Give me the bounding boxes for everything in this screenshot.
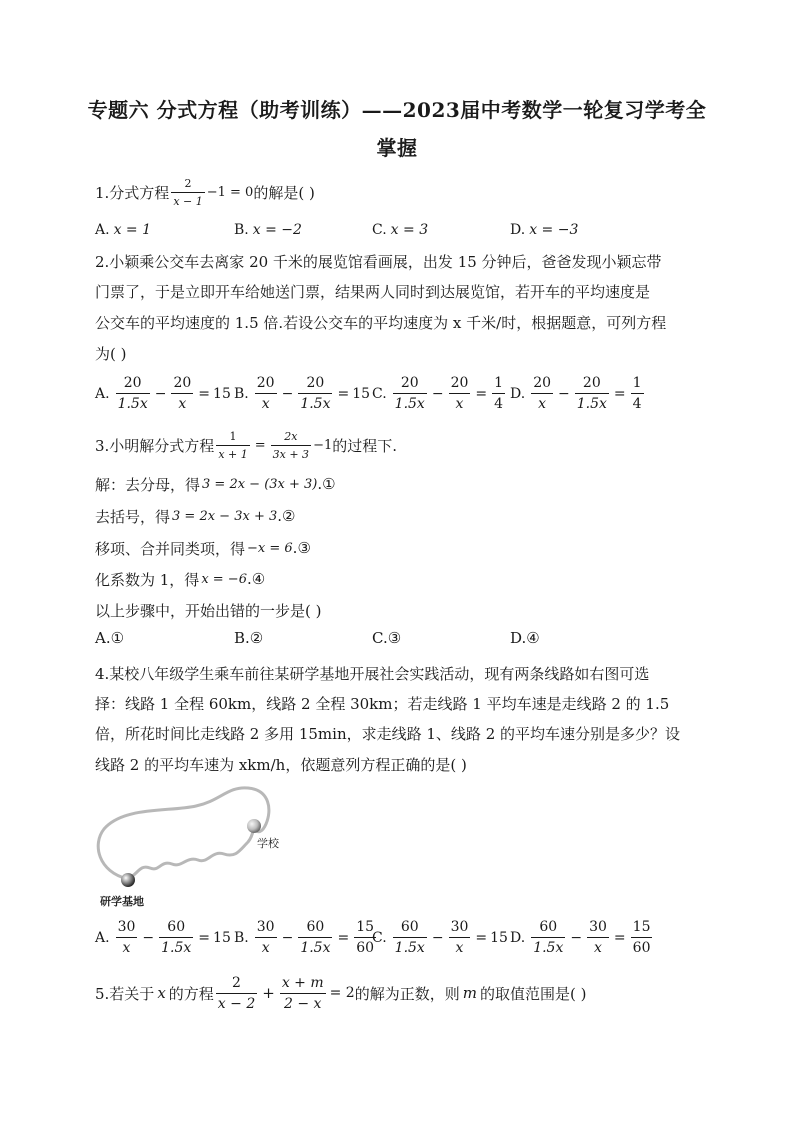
q3-step-1 <box>95 472 336 496</box>
fraction <box>492 376 505 411</box>
fraction <box>298 920 332 955</box>
route-map-figure <box>90 784 310 912</box>
fraction-denominator: 60 <box>632 940 651 956</box>
question-5-suffix: 的解为正数，则 <box>354 984 460 1003</box>
fraction-numerator: 1 <box>494 375 504 391</box>
question-1 <box>95 176 315 208</box>
option-label: A. <box>95 222 110 238</box>
option-label: B. <box>234 629 250 647</box>
fraction-numerator: 20 <box>400 375 419 391</box>
fraction-denominator: 1.5x <box>576 396 607 412</box>
fraction-denominator: 1.5x <box>394 396 425 412</box>
question-2-line-4: 为( ) <box>95 344 127 363</box>
equation-rhs: 15 <box>213 385 231 402</box>
fraction-numerator: 2 <box>232 974 241 991</box>
fraction-denominator: x <box>178 396 187 412</box>
option-label: D. <box>510 929 526 946</box>
option-text: ① <box>110 629 125 647</box>
q2-option-a[interactable]: A. $\frac{20}{1.5x}$ − $\frac{20}{x}$ = 15 <box>95 375 231 412</box>
fraction-numerator: 2 <box>184 176 192 190</box>
fraction-numerator: 30 <box>450 919 469 935</box>
step-text: 移项、合并同类项，得 <box>95 539 246 558</box>
question-5-suffix-2: 的取值范围是( ) <box>479 984 587 1003</box>
question-5: 5.若关于 x 的方程 $\frac{2}{x - 2}$ + $\frac{x + m}{2 - x}$ = 2 的解为正数，则 m 的取值范围是( ) <box>95 974 587 1012</box>
fraction <box>216 431 249 460</box>
question-5-prefix: 5.若关于 <box>95 984 155 1003</box>
fraction-denominator: 1.5x <box>161 940 192 956</box>
question-1-suffix: 的解是( ) <box>253 183 315 202</box>
fraction <box>255 920 277 955</box>
fraction <box>116 920 138 955</box>
fraction-denominator: x − 2 <box>217 995 256 1012</box>
fraction <box>531 376 553 411</box>
step-math: 3 = 2x − (3x + 3) <box>202 476 318 492</box>
q1-option-d[interactable] <box>510 222 578 238</box>
step-text: 解：去分母，得 <box>95 475 201 494</box>
fraction <box>575 376 609 411</box>
fraction-denominator: x <box>594 940 602 956</box>
question-3-suffix: 的过程下. <box>332 436 398 455</box>
fraction <box>298 376 332 411</box>
step-math: x = −6 <box>201 571 247 587</box>
equation-rhs: 15 <box>490 929 508 946</box>
question-5-mid: 的方程 <box>168 984 214 1003</box>
q1-option-b[interactable] <box>234 222 302 238</box>
fraction-denominator: 3x + 3 <box>272 447 310 461</box>
question-4-line-1: 4.某校八年级学生乘车前往某研学基地开展社会实践活动，现有两条线路如右图可选 <box>95 664 650 683</box>
fraction <box>271 431 311 460</box>
fraction-denominator: x <box>455 396 464 412</box>
q3-step-4 <box>95 567 265 591</box>
option-label: C. <box>372 629 388 647</box>
variable-x: x <box>157 984 166 1002</box>
option-text: x = 1 <box>113 222 151 238</box>
fraction <box>280 976 326 1011</box>
option-text: ③ <box>387 629 402 647</box>
option-label: D. <box>510 222 526 238</box>
fraction-numerator: 20 <box>306 375 325 391</box>
fraction-numerator: 2x <box>284 429 298 443</box>
document-title: 专题六 分式方程（助考训练）——2023届中考数学一轮复习学考全 <box>87 98 707 122</box>
fraction-denominator: x <box>122 940 131 956</box>
q3-step-3 <box>95 536 311 560</box>
option-text: x = −2 <box>252 222 302 238</box>
option-label: B. <box>234 385 249 402</box>
fraction-numerator: 15 <box>356 919 375 935</box>
fraction <box>449 920 471 955</box>
option-label: A. <box>95 385 110 402</box>
q3-option-b[interactable] <box>234 629 263 647</box>
fraction <box>449 376 471 411</box>
equation-rest: −1 <box>313 437 333 453</box>
fraction-denominator: 2 − x <box>284 995 322 1012</box>
option-label: C. <box>372 222 387 238</box>
q1-option-c[interactable] <box>372 222 428 238</box>
fraction-denominator: x <box>261 940 270 956</box>
q3-option-a[interactable] <box>95 629 124 647</box>
fraction-numerator: 1 <box>632 375 642 391</box>
option-label: A. <box>95 929 110 946</box>
equation-rest: = 2 <box>329 985 355 1001</box>
route-2-path <box>128 827 254 879</box>
q4-option-d[interactable]: D. $\frac{60}{1.5x}$ − $\frac{30}{x}$ = $\frac{15}{60}$ <box>510 919 651 956</box>
school-label: 学校 <box>257 837 279 850</box>
q1-option-a[interactable] <box>95 222 151 238</box>
fraction-denominator: 4 <box>494 396 504 412</box>
fraction-numerator: 15 <box>632 919 651 935</box>
fraction-denominator: 1.5x <box>394 940 425 956</box>
fraction <box>116 376 150 411</box>
fraction <box>631 920 653 955</box>
q3-option-d[interactable] <box>510 629 540 647</box>
q4-option-a[interactable]: A. $\frac{30}{x}$ − $\frac{60}{1.5x}$ = 15 <box>95 919 231 956</box>
fraction <box>393 376 427 411</box>
option-text: ② <box>249 629 264 647</box>
route-1-path <box>98 788 269 879</box>
fraction-denominator: 1.5x <box>117 396 148 412</box>
question-2-line-2: 门票了，于是立即开车给她送门票，结果两人同时到达展览馆，若开车的平均速度是 <box>95 282 651 301</box>
fraction <box>255 376 277 411</box>
fraction-denominator: 1.5x <box>533 940 564 956</box>
option-label: D. <box>510 385 526 402</box>
q3-option-c[interactable] <box>372 629 401 647</box>
document-title-cont: 掌握 <box>376 136 418 160</box>
question-2-line-3: 公交车的平均速度的 1.5 倍.若设公交车的平均速度为 x 千米/时，根据题意，可列方程 <box>95 313 667 332</box>
fraction-denominator: x <box>538 396 547 412</box>
step-text: 化系数为 1，得 <box>95 570 200 589</box>
fraction-numerator: 1 <box>229 429 237 443</box>
fraction <box>587 920 609 955</box>
option-label: C. <box>372 385 387 402</box>
fraction-numerator: 30 <box>256 919 275 935</box>
fraction-denominator: x <box>455 940 464 956</box>
fraction-numerator: 20 <box>173 375 192 391</box>
q2-option-d[interactable]: D. $\frac{20}{x}$ − $\frac{20}{1.5x}$ = $\frac{1}{4}$ <box>510 375 642 412</box>
fraction-denominator: x − 1 <box>173 194 203 208</box>
fraction-numerator: 60 <box>539 919 558 935</box>
step-mark: .① <box>317 475 336 493</box>
fraction <box>631 376 644 411</box>
fraction-denominator: x <box>261 396 270 412</box>
question-4-line-2: 择：线路 1 全程 60km，线路 2 全程 30km；若走线路 1 平均车速是走线路 2 的 1.5 <box>95 694 670 713</box>
fraction-denominator: 4 <box>632 396 642 412</box>
question-3: 3.小明解分式方程 $\frac{1}{x + 1}$ = $\frac{2x}{3x + 3}$ −1 的过程下. <box>95 429 398 461</box>
school-marker-icon <box>247 819 261 833</box>
fraction-numerator: 20 <box>123 375 142 391</box>
step-math: 3 = 2x − 3x + 3 <box>172 508 278 524</box>
question-4-line-4: 线路 2 的平均车速为 xkm/h，依题意列方程正确的是( ) <box>95 755 467 774</box>
fraction-numerator: x + m <box>281 974 324 991</box>
step-mark: .② <box>277 507 296 525</box>
fraction-denominator: 60 <box>356 940 375 956</box>
q4-option-b[interactable]: B. $\frac{30}{x}$ − $\frac{60}{1.5x}$ = $\frac{15}{60}$ <box>234 919 375 956</box>
question-2-line-1: 2.小颖乘公交车去离家 20 千米的展览馆看画展，出发 15 分钟后，爸爸发现小颖忘带 <box>95 252 662 271</box>
step-math: −x = 6 <box>247 540 293 556</box>
question-3-prefix: 3.小明解分式方程 <box>95 436 215 455</box>
equation-rest: −1 = 0 <box>206 184 254 200</box>
option-label: D. <box>510 629 527 647</box>
option-text: ④ <box>526 629 540 647</box>
equation-rhs: 15 <box>352 385 371 402</box>
fraction <box>159 920 193 955</box>
option-text: x = −3 <box>529 222 579 238</box>
question-1-prefix: 1.分式方程 <box>95 183 170 202</box>
question-1-fraction <box>171 178 204 207</box>
option-label: B. <box>234 222 249 238</box>
step-mark: .③ <box>292 539 311 557</box>
fraction <box>531 920 565 955</box>
step-mark: .④ <box>246 570 266 588</box>
fraction-numerator: 60 <box>400 919 419 935</box>
fraction-numerator: 30 <box>589 919 607 935</box>
q4-option-c[interactable]: C. $\frac{60}{1.5x}$ − $\frac{30}{x}$ = 15 <box>372 919 508 956</box>
base-label: 研学基地 <box>100 895 144 908</box>
fraction-numerator: 30 <box>117 919 136 935</box>
option-text: x = 3 <box>390 222 429 238</box>
fraction-denominator: x + 1 <box>218 447 248 461</box>
base-marker-icon <box>121 873 135 887</box>
option-label: B. <box>234 929 249 946</box>
fraction-numerator: 60 <box>167 919 186 935</box>
fraction-denominator: 1.5x <box>300 940 331 956</box>
q2-option-c[interactable]: C. $\frac{20}{1.5x}$ − $\frac{20}{x}$ = $\frac{1}{4}$ <box>372 375 504 412</box>
fraction-numerator: 20 <box>582 375 601 391</box>
fraction <box>216 976 257 1011</box>
option-label: A. <box>95 629 111 647</box>
fraction <box>393 920 427 955</box>
fraction <box>171 376 193 411</box>
equation-rhs: 15 <box>213 929 231 946</box>
fraction-numerator: 20 <box>256 375 275 391</box>
step-text: 去括号，得 <box>95 507 171 526</box>
q3-step-2 <box>95 504 295 528</box>
fraction-numerator: 20 <box>450 375 469 391</box>
q2-option-b[interactable]: B. $\frac{20}{x}$ − $\frac{20}{1.5x}$ = 15 <box>234 375 371 412</box>
fraction-numerator: 20 <box>533 375 552 391</box>
fraction-denominator: 1.5x <box>300 396 331 412</box>
fraction-numerator: 60 <box>306 919 325 935</box>
variable-m: m <box>462 984 477 1002</box>
option-label: C. <box>372 929 387 946</box>
question-4-line-3: 倍，所花时间比走线路 2 多用 15min，求走线路 1、线路 2 的平均车速分别是多少？设 <box>95 724 681 743</box>
q3-question: 以上步骤中，开始出错的一步是( ) <box>95 601 322 620</box>
